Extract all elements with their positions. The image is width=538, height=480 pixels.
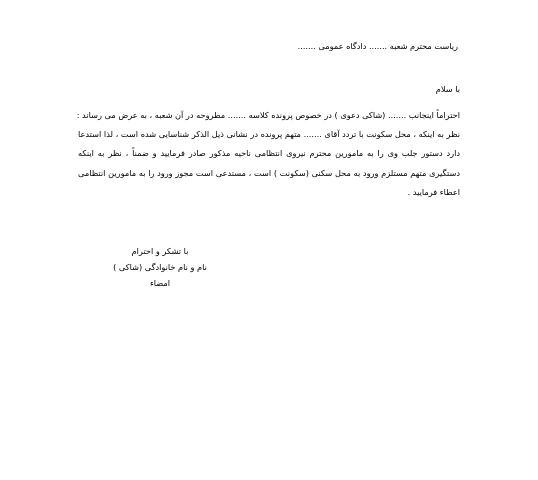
body-line-1: احتراماً اینجانب ....... (شاکی دعوی ) در خصوص پرونده کلاسه ....... مطروحه در آن شعبه ، به عرض می رساند : bbox=[76, 110, 460, 120]
salutation: با سلام bbox=[435, 84, 460, 94]
body-line-2: نظر به اینکه ، محل سکونت با تردد آقای ....... متهم پرونده در نشانی ذیل الذکر شناسایی شده است ، لذا استدعا bbox=[78, 129, 460, 140]
body-line-5: اعطاء فرمایید . bbox=[407, 186, 460, 197]
signer-name: نام و نام خانوادگی (شاکی ) bbox=[113, 262, 207, 272]
letter-body bbox=[78, 106, 460, 202]
signature-block bbox=[100, 244, 220, 291]
addressee-line: ریاست محترم شعبه ....... دادگاه عمومی ....... bbox=[297, 41, 458, 51]
closing-text: با تشکر و احترام bbox=[131, 246, 189, 256]
body-line-3: دارد دستور جلب وی را به مامورین محترم نیروی انتظامی ناحیه مذکور صادر فرمایید و ضمناً ، نظر به اینکه bbox=[78, 148, 460, 159]
body-line-4: دستگیری متهم مستلزم ورود به محل سکنی (سکونت ) است ، مستدعی است مجوز ورود را به مامورین انتظامی bbox=[78, 167, 460, 178]
signature-label: امضاء bbox=[149, 278, 171, 288]
